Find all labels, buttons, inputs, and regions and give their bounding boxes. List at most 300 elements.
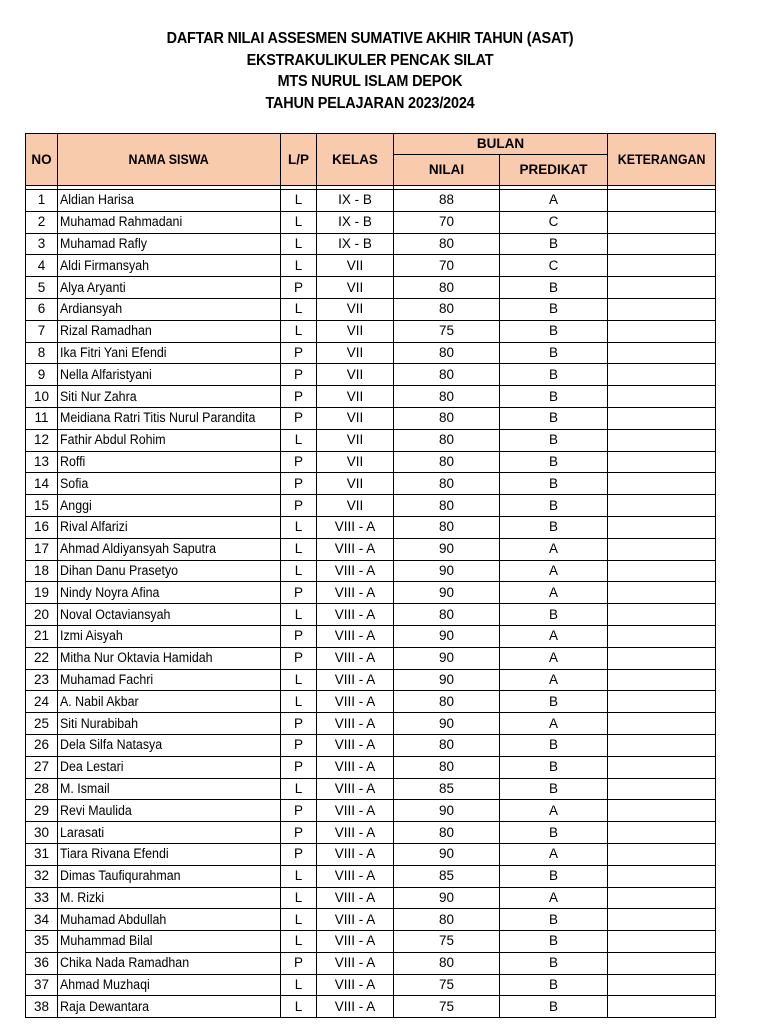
cell-nama-siswa — [58, 778, 281, 800]
student-name: Aldian Harisa — [60, 192, 134, 208]
cell-keterangan — [608, 211, 716, 233]
cell-lp: P — [281, 386, 317, 408]
cell-nama-siswa — [58, 669, 281, 691]
student-name: Rizal Ramadhan — [60, 323, 152, 339]
cell-nama-siswa — [58, 407, 281, 429]
cell-no: 30 — [26, 822, 58, 844]
cell-kelas: IX - B — [317, 233, 394, 255]
cell-predikat: A — [500, 560, 608, 582]
cell-nama-siswa — [58, 691, 281, 713]
cell-nilai: 85 — [394, 865, 500, 887]
cell-predikat: B — [500, 495, 608, 517]
table-row — [26, 713, 716, 735]
cell-lp: L — [281, 931, 317, 953]
student-name: Fathir Abdul Rohim — [60, 432, 166, 448]
cell-lp: P — [281, 713, 317, 735]
table-row — [26, 843, 716, 865]
student-name: M. Ismail — [60, 780, 110, 796]
table-row — [26, 233, 716, 255]
cell-kelas: VIII - A — [317, 887, 394, 909]
cell-lp: L — [281, 691, 317, 713]
table-row — [26, 996, 716, 1018]
cell-kelas: VII — [317, 495, 394, 517]
cell-no: 31 — [26, 843, 58, 865]
cell-keterangan — [608, 843, 716, 865]
cell-lp: L — [281, 887, 317, 909]
cell-kelas: VIII - A — [317, 931, 394, 953]
cell-nama-siswa — [58, 538, 281, 560]
cell-kelas: VIII - A — [317, 974, 394, 996]
student-name: Muhamad Rahmadani — [60, 214, 183, 230]
cell-keterangan — [608, 538, 716, 560]
cell-keterangan — [608, 822, 716, 844]
cell-kelas: VII — [317, 451, 394, 473]
header-lp: L/P — [281, 134, 317, 186]
cell-keterangan — [608, 495, 716, 517]
cell-no: 18 — [26, 560, 58, 582]
cell-kelas: VIII - A — [317, 909, 394, 931]
cell-nilai: 80 — [394, 451, 500, 473]
cell-nilai: 90 — [394, 843, 500, 865]
table-row — [26, 865, 716, 887]
cell-no: 19 — [26, 582, 58, 604]
cell-no: 6 — [26, 298, 58, 320]
cell-kelas: VIII - A — [317, 843, 394, 865]
cell-predikat: B — [500, 822, 608, 844]
cell-nilai: 90 — [394, 538, 500, 560]
cell-kelas: VII — [317, 277, 394, 299]
cell-lp: P — [281, 647, 317, 669]
cell-predikat: B — [500, 451, 608, 473]
cell-lp: P — [281, 625, 317, 647]
cell-nilai: 90 — [394, 647, 500, 669]
cell-no: 12 — [26, 429, 58, 451]
table-row — [26, 538, 716, 560]
cell-no: 35 — [26, 931, 58, 953]
table-row — [26, 386, 716, 408]
grades-table — [25, 133, 716, 1018]
cell-lp: P — [281, 277, 317, 299]
cell-nilai: 80 — [394, 756, 500, 778]
cell-keterangan — [608, 364, 716, 386]
cell-nama-siswa — [58, 495, 281, 517]
cell-nilai: 70 — [394, 255, 500, 277]
cell-kelas: VIII - A — [317, 996, 394, 1018]
cell-nilai: 75 — [394, 996, 500, 1018]
cell-predikat: A — [500, 538, 608, 560]
cell-predikat: B — [500, 364, 608, 386]
cell-nilai: 80 — [394, 386, 500, 408]
cell-nama-siswa — [58, 996, 281, 1018]
cell-nilai: 80 — [394, 473, 500, 495]
student-name: Revi Maulida — [60, 802, 132, 818]
cell-keterangan — [608, 669, 716, 691]
cell-predikat: C — [500, 255, 608, 277]
cell-nilai: 80 — [394, 909, 500, 931]
cell-lp: P — [281, 952, 317, 974]
cell-keterangan — [608, 386, 716, 408]
student-name: Sofia — [60, 475, 89, 491]
cell-lp: L — [281, 538, 317, 560]
cell-nama-siswa — [58, 211, 281, 233]
cell-kelas: VIII - A — [317, 582, 394, 604]
cell-lp: L — [281, 778, 317, 800]
cell-no: 11 — [26, 407, 58, 429]
cell-no: 15 — [26, 495, 58, 517]
cell-nilai: 80 — [394, 822, 500, 844]
cell-keterangan — [608, 909, 716, 931]
cell-kelas: VIII - A — [317, 604, 394, 626]
cell-kelas: VIII - A — [317, 778, 394, 800]
student-name: Ardiansyah — [60, 301, 123, 317]
cell-no: 23 — [26, 669, 58, 691]
cell-no: 38 — [26, 996, 58, 1018]
cell-nama-siswa — [58, 342, 281, 364]
cell-nilai: 90 — [394, 800, 500, 822]
student-name: Dela Silfa Natasya — [60, 737, 163, 753]
cell-keterangan — [608, 190, 716, 212]
cell-lp: P — [281, 495, 317, 517]
student-name: Dihan Danu Prasetyo — [60, 562, 179, 578]
cell-keterangan — [608, 800, 716, 822]
cell-nilai: 90 — [394, 625, 500, 647]
cell-no: 21 — [26, 625, 58, 647]
table-row — [26, 255, 716, 277]
title-line-4: TAHUN PELAJARAN 2023/2024 — [265, 95, 475, 113]
table-row — [26, 473, 716, 495]
cell-predikat: A — [500, 713, 608, 735]
cell-kelas: VIII - A — [317, 625, 394, 647]
header-keterangan-label: KETERANGAN — [617, 151, 706, 167]
cell-kelas: IX - B — [317, 211, 394, 233]
cell-keterangan — [608, 778, 716, 800]
student-name: Siti Nurabibah — [60, 715, 139, 731]
cell-keterangan — [608, 931, 716, 953]
cell-no: 17 — [26, 538, 58, 560]
cell-nama-siswa — [58, 974, 281, 996]
cell-nilai: 90 — [394, 713, 500, 735]
student-name: Aldi Firmansyah — [60, 257, 150, 273]
cell-lp: P — [281, 342, 317, 364]
cell-kelas: VII — [317, 364, 394, 386]
cell-kelas: VIII - A — [317, 734, 394, 756]
student-name: Noval Octaviansyah — [60, 606, 171, 622]
cell-kelas: VIII - A — [317, 669, 394, 691]
cell-nama-siswa — [58, 451, 281, 473]
cell-nama-siswa — [58, 865, 281, 887]
cell-kelas: VII — [317, 473, 394, 495]
student-name: Tiara Rivana Efendi — [60, 846, 169, 862]
cell-keterangan — [608, 996, 716, 1018]
cell-predikat: B — [500, 909, 608, 931]
cell-kelas: VII — [317, 342, 394, 364]
cell-keterangan — [608, 277, 716, 299]
cell-kelas: VII — [317, 320, 394, 342]
cell-predikat: B — [500, 734, 608, 756]
cell-predikat: C — [500, 211, 608, 233]
cell-no: 7 — [26, 320, 58, 342]
cell-predikat: B — [500, 342, 608, 364]
cell-keterangan — [608, 734, 716, 756]
cell-keterangan — [608, 473, 716, 495]
cell-nilai: 80 — [394, 604, 500, 626]
table-row — [26, 407, 716, 429]
cell-kelas: VIII - A — [317, 756, 394, 778]
cell-kelas: VIII - A — [317, 800, 394, 822]
cell-keterangan — [608, 429, 716, 451]
cell-predikat: B — [500, 756, 608, 778]
cell-lp: P — [281, 582, 317, 604]
cell-no: 13 — [26, 451, 58, 473]
cell-nilai: 85 — [394, 778, 500, 800]
table-row — [26, 495, 716, 517]
cell-lp: P — [281, 407, 317, 429]
cell-keterangan — [608, 320, 716, 342]
header-no: NO — [26, 134, 58, 186]
cell-nama-siswa — [58, 887, 281, 909]
cell-keterangan — [608, 560, 716, 582]
cell-predikat: A — [500, 647, 608, 669]
cell-nama-siswa — [58, 931, 281, 953]
cell-nama-siswa — [58, 756, 281, 778]
table-row — [26, 277, 716, 299]
cell-kelas: VII — [317, 255, 394, 277]
cell-lp: L — [281, 429, 317, 451]
cell-nilai: 80 — [394, 364, 500, 386]
student-name: Alya Aryanti — [60, 279, 126, 295]
student-name: A. Nabil Akbar — [60, 693, 139, 709]
cell-no: 9 — [26, 364, 58, 386]
student-name: Larasati — [60, 824, 105, 840]
cell-nama-siswa — [58, 909, 281, 931]
cell-predikat: B — [500, 429, 608, 451]
cell-nama-siswa — [58, 386, 281, 408]
cell-predikat: B — [500, 386, 608, 408]
cell-kelas: VIII - A — [317, 822, 394, 844]
cell-predikat: B — [500, 473, 608, 495]
cell-no: 25 — [26, 713, 58, 735]
cell-keterangan — [608, 691, 716, 713]
cell-kelas: VII — [317, 429, 394, 451]
table-row — [26, 734, 716, 756]
student-name: Raja Dewantara — [60, 998, 150, 1014]
cell-lp: L — [281, 996, 317, 1018]
cell-keterangan — [608, 342, 716, 364]
title-line-3: MTS NURUL ISLAM DEPOK — [277, 73, 463, 91]
cell-no: 5 — [26, 277, 58, 299]
cell-no: 24 — [26, 691, 58, 713]
cell-keterangan — [608, 865, 716, 887]
cell-keterangan — [608, 713, 716, 735]
cell-predikat: B — [500, 320, 608, 342]
table-row — [26, 190, 716, 212]
table-row — [26, 778, 716, 800]
cell-lp: L — [281, 255, 317, 277]
title-line-1: DAFTAR NILAI ASSESMEN SUMATIVE AKHIR TAHUN (ASAT) — [166, 30, 574, 47]
cell-nilai: 80 — [394, 691, 500, 713]
cell-nilai: 80 — [394, 407, 500, 429]
cell-predikat: B — [500, 298, 608, 320]
cell-nilai: 80 — [394, 233, 500, 255]
cell-kelas: VII — [317, 386, 394, 408]
header-bulan: BULAN — [394, 134, 608, 155]
cell-nama-siswa — [58, 604, 281, 626]
cell-nama-siswa — [58, 625, 281, 647]
student-name: Nella Alfaristyani — [60, 366, 152, 382]
cell-nilai: 80 — [394, 516, 500, 538]
student-name: Siti Nur Zahra — [60, 388, 137, 404]
table-row — [26, 756, 716, 778]
cell-keterangan — [608, 582, 716, 604]
header-kelas: KELAS — [317, 134, 394, 186]
cell-lp: L — [281, 604, 317, 626]
student-name: Muhamad Rafly — [60, 235, 147, 251]
cell-lp: L — [281, 669, 317, 691]
cell-nama-siswa — [58, 429, 281, 451]
cell-nilai: 90 — [394, 560, 500, 582]
student-name: Izmi Aisyah — [60, 628, 123, 644]
table-row — [26, 800, 716, 822]
cell-nilai: 80 — [394, 298, 500, 320]
table-row — [26, 560, 716, 582]
cell-nama-siswa — [58, 800, 281, 822]
cell-keterangan — [608, 233, 716, 255]
header-keterangan — [608, 134, 716, 186]
table-body — [26, 186, 716, 1018]
cell-kelas: VIII - A — [317, 865, 394, 887]
table-row — [26, 298, 716, 320]
cell-nama-siswa — [58, 560, 281, 582]
table-row — [26, 604, 716, 626]
cell-nama-siswa — [58, 255, 281, 277]
cell-keterangan — [608, 451, 716, 473]
cell-keterangan — [608, 255, 716, 277]
cell-no: 16 — [26, 516, 58, 538]
cell-keterangan — [608, 298, 716, 320]
cell-kelas: VIII - A — [317, 538, 394, 560]
cell-no: 28 — [26, 778, 58, 800]
cell-kelas: VIII - A — [317, 713, 394, 735]
cell-no: 32 — [26, 865, 58, 887]
cell-predikat: B — [500, 996, 608, 1018]
cell-nama-siswa — [58, 190, 281, 212]
cell-no: 26 — [26, 734, 58, 756]
cell-predikat: B — [500, 604, 608, 626]
cell-nilai: 75 — [394, 320, 500, 342]
student-name: M. Rizki — [60, 889, 105, 905]
cell-nilai: 75 — [394, 974, 500, 996]
cell-nilai: 80 — [394, 734, 500, 756]
table-row — [26, 451, 716, 473]
table-row — [26, 429, 716, 451]
table-row — [26, 625, 716, 647]
cell-lp: L — [281, 865, 317, 887]
cell-nama-siswa — [58, 952, 281, 974]
cell-nilai: 75 — [394, 931, 500, 953]
cell-no: 14 — [26, 473, 58, 495]
cell-no: 2 — [26, 211, 58, 233]
student-name: Anggi — [60, 497, 92, 513]
student-name: Ahmad Muzhaqi — [60, 977, 150, 993]
student-name: Dea Lestari — [60, 759, 124, 775]
student-name: Chika Nada Ramadhan — [60, 955, 190, 971]
cell-no: 8 — [26, 342, 58, 364]
cell-predikat: B — [500, 931, 608, 953]
cell-kelas: VIII - A — [317, 691, 394, 713]
student-name: Ahmad Aldiyansyah Saputra — [60, 541, 217, 557]
cell-nilai: 70 — [394, 211, 500, 233]
cell-keterangan — [608, 887, 716, 909]
cell-predikat: A — [500, 800, 608, 822]
cell-lp: P — [281, 822, 317, 844]
cell-lp: L — [281, 211, 317, 233]
cell-lp: L — [281, 974, 317, 996]
cell-predikat: A — [500, 669, 608, 691]
cell-nama-siswa — [58, 647, 281, 669]
cell-predikat: A — [500, 190, 608, 212]
cell-nilai: 80 — [394, 495, 500, 517]
student-name: Muhamad Fachri — [60, 671, 154, 687]
cell-kelas: VIII - A — [317, 952, 394, 974]
cell-nilai: 80 — [394, 342, 500, 364]
cell-nama-siswa — [58, 473, 281, 495]
student-name: Muhammad Bilal — [60, 933, 153, 949]
table-row — [26, 974, 716, 996]
cell-keterangan — [608, 625, 716, 647]
cell-lp: L — [281, 233, 317, 255]
cell-kelas: VII — [317, 407, 394, 429]
cell-nama-siswa — [58, 843, 281, 865]
cell-lp: P — [281, 451, 317, 473]
table-row — [26, 320, 716, 342]
cell-nilai: 90 — [394, 669, 500, 691]
cell-nama-siswa — [58, 364, 281, 386]
cell-nilai: 90 — [394, 582, 500, 604]
cell-lp: L — [281, 190, 317, 212]
table-row — [26, 691, 716, 713]
cell-no: 1 — [26, 190, 58, 212]
table-row — [26, 931, 716, 953]
table-row — [26, 342, 716, 364]
cell-predikat: B — [500, 516, 608, 538]
cell-keterangan — [608, 604, 716, 626]
table-row — [26, 909, 716, 931]
header-nilai: NILAI — [394, 155, 500, 186]
table-row — [26, 822, 716, 844]
cell-keterangan — [608, 516, 716, 538]
cell-keterangan — [608, 952, 716, 974]
cell-no: 34 — [26, 909, 58, 931]
cell-kelas: VIII - A — [317, 516, 394, 538]
cell-nama-siswa — [58, 277, 281, 299]
cell-predikat: B — [500, 974, 608, 996]
cell-predikat: B — [500, 407, 608, 429]
cell-predikat: B — [500, 233, 608, 255]
cell-lp: P — [281, 364, 317, 386]
cell-nama-siswa — [58, 298, 281, 320]
cell-no: 36 — [26, 952, 58, 974]
cell-predikat: A — [500, 887, 608, 909]
cell-kelas: VII — [317, 298, 394, 320]
cell-lp: P — [281, 473, 317, 495]
cell-no: 27 — [26, 756, 58, 778]
cell-lp: L — [281, 516, 317, 538]
student-name: Muhamad Abdullah — [60, 911, 167, 927]
cell-keterangan — [608, 407, 716, 429]
table-row — [26, 364, 716, 386]
header-nama-siswa — [58, 134, 281, 186]
cell-nama-siswa — [58, 822, 281, 844]
